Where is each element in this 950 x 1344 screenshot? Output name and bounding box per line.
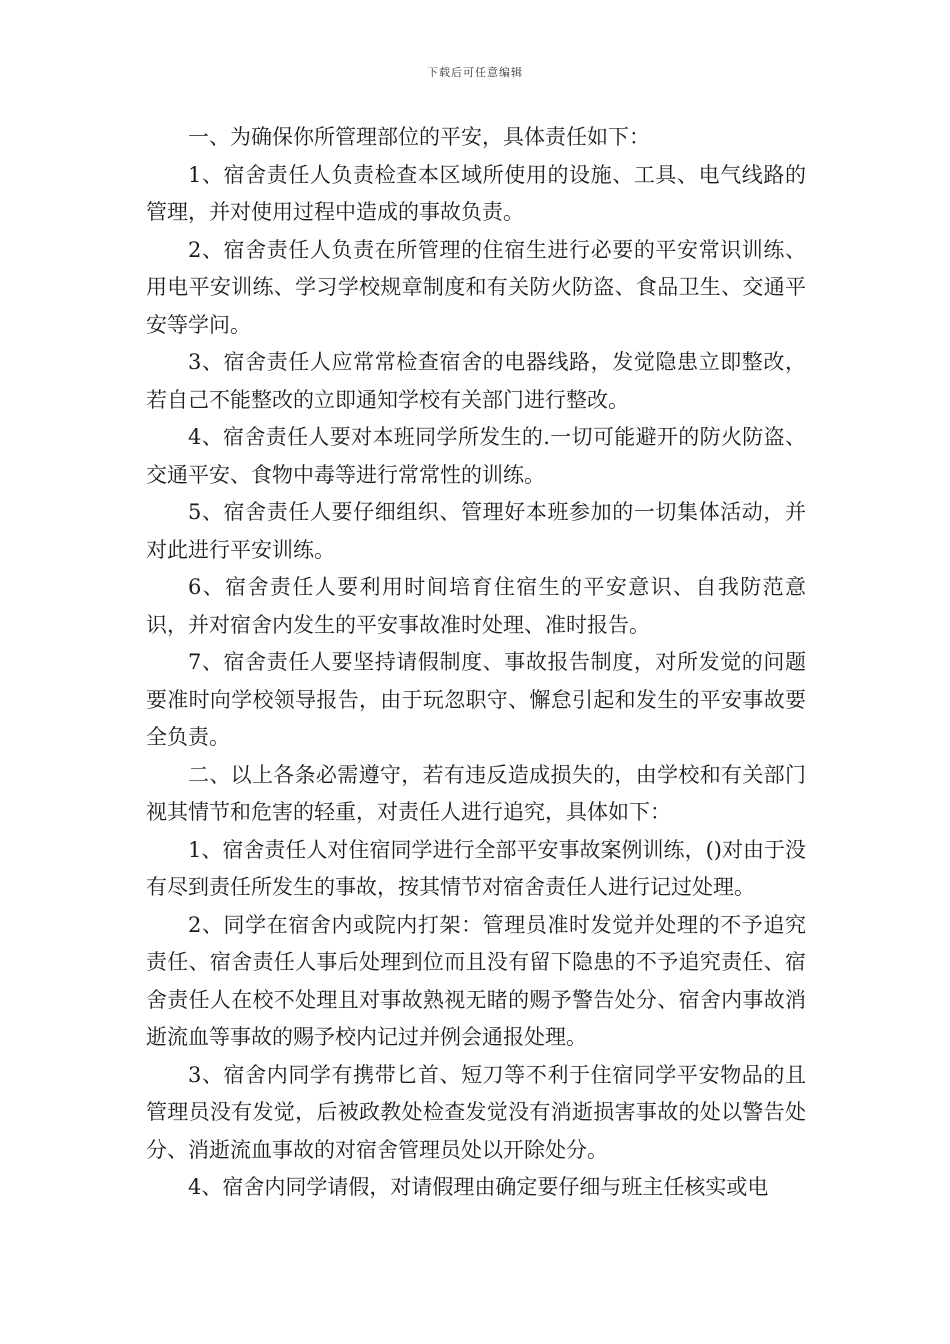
document-body bbox=[146, 119, 806, 1207]
paragraph-section-2-item-4: 4、宿舍内同学请假，对请假理由确定要仔细与班主任核实或电 bbox=[188, 1175, 769, 1199]
paragraph-item-4: 4、宿舍责任人要对本班同学所发生的.一切可能避开的防火防盗、交通平安、食物中毒等进行常常性的训练。 bbox=[146, 425, 806, 487]
paragraph-section-2-item-2: 2、同学在宿舍内或院内打架：管理员准时发觉并处理的不予追究责任、宿舍责任人事后处理到位而且没有留下隐患的不予追究责任、宿舍责任人在校不处理且对事故熟视无睹的赐予警告处分、宿舍内事故消逝流血等事故的赐予校内记过并例会通报处理。 bbox=[146, 912, 806, 1049]
header-note: 下载后可任意编辑 bbox=[427, 66, 523, 79]
paragraph-item-5: 5、宿舍责任人要仔细组织、管理好本班参加的一切集体活动，并对此进行平安训练。 bbox=[146, 500, 806, 562]
paragraph-section-1-intro: 一、为确保你所管理部位的平安，具体责任如下： bbox=[188, 125, 650, 149]
paragraph-section-2-item-3: 3、宿舍内同学有携带匕首、短刀等不利于住宿同学平安物品的且管理员没有发觉，后被政教处检查发觉没有消逝损害事故的处以警告处分、消逝流血事故的对宿舍管理员处以开除处分。 bbox=[146, 1062, 806, 1162]
paragraph-item-2: 2、宿舍责任人负责在所管理的住宿生进行必要的平安常识训练、用电平安训练、学习学校规章制度和有关防火防盗、食品卫生、交通平安等学问。 bbox=[146, 237, 806, 337]
paragraph-section-2-intro: 二、以上各条必需遵守，若有违反造成损失的，由学校和有关部门视其情节和危害的轻重，对责任人进行追究，具体如下： bbox=[146, 762, 806, 824]
paragraph-section-2-item-1: 1、宿舍责任人对住宿同学进行全部平安事故案例训练，()对由于没有尽到责任所发生的事故，按其情节对宿舍责任人进行记过处理。 bbox=[146, 837, 806, 899]
paragraph-item-7: 7、宿舍责任人要坚持请假制度、事故报告制度，对所发觉的问题要准时向学校领导报告，由于玩忽职守、懈怠引起和发生的平安事故要全负责。 bbox=[146, 650, 806, 749]
paragraph-item-6: 6、宿舍责任人要利用时间培育住宿生的平安意识、自我防范意识，并对宿舍内发生的平安事故准时处理、准时报告。 bbox=[146, 575, 806, 637]
paragraph-item-3: 3、宿舍责任人应常常检查宿舍的电器线路，发觉隐患立即整改，若自己不能整改的立即通知学校有关部门进行整改。 bbox=[146, 350, 806, 412]
paragraph-item-1: 1、宿舍责任人负责检查本区域所使用的设施、工具、电气线路的管理，并对使用过程中造成的事故负责。 bbox=[146, 162, 806, 224]
